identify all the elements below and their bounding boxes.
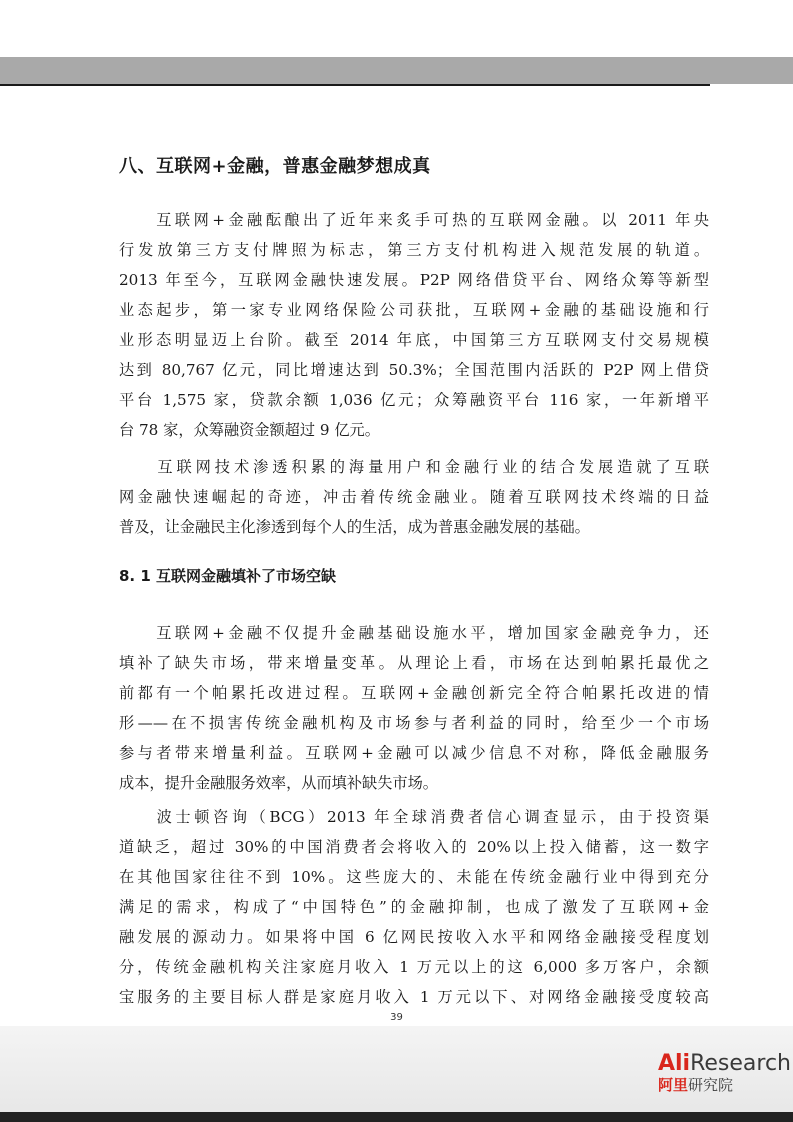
paragraph-line: 达到 80,767 亿元，同比增速达到 50.3%；全国范围内活跃的 P2P 网上借贷 bbox=[119, 361, 709, 379]
header-rule bbox=[0, 84, 710, 86]
paragraph-line: 互联网+金融不仅提升金融基础设施水平，增加国家金融竞争力，还 bbox=[119, 624, 709, 642]
paragraph-line: 行发放第三方支付牌照为标志，第三方支付机构进入规范发展的轨道。 bbox=[119, 241, 709, 259]
paragraph-line: 融发展的源动力。如果将中国 6 亿网民按收入水平和网络金融接受程度划 bbox=[119, 928, 709, 946]
paragraph-line: 分，传统金融机构关注家庭月收入 1 万元以上的这 6,000 多万客户，余额 bbox=[119, 958, 709, 976]
footer-rule bbox=[0, 1112, 793, 1122]
paragraph-line: 道缺乏，超过 30%的中国消费者会将收入的 20%以上投入储蓄，这一数字 bbox=[119, 838, 709, 856]
paragraph-line: 填补了缺失市场，带来增量变革。从理论上看，市场在达到帕累托最优之 bbox=[119, 654, 709, 672]
paragraph-1 bbox=[119, 205, 709, 445]
paragraph-line: 业形态明显迈上台阶。截至 2014 年底，中国第三方互联网支付交易规模 bbox=[119, 331, 709, 349]
paragraph-line: 形——在不损害传统金融机构及市场参与者利益的同时，给至少一个市场 bbox=[119, 714, 709, 732]
paragraph-line: 互联网+金融酝酿出了近年来炙手可热的互联网金融。以 2011 年央 bbox=[119, 211, 709, 229]
paragraph-line: 普及，让金融民主化渗透到每个人的生活，成为普惠金融发展的基础。 bbox=[119, 518, 590, 536]
paragraph-line: 满足的需求，构成了“中国特色”的金融抑制，也成了激发了互联网+金 bbox=[119, 898, 709, 916]
paragraph-line: 波士顿咨询（BCG）2013 年全球消费者信心调查显示，由于投资渠 bbox=[119, 808, 709, 826]
logo-chinese bbox=[658, 1076, 791, 1094]
paragraph-4 bbox=[119, 802, 709, 1012]
subsection-heading: 8. 1 互联网金融填补了市场空缺 bbox=[119, 567, 337, 585]
paragraph-line: 在其他国家往往不到 10%。这些庞大的、未能在传统金融行业中得到充分 bbox=[119, 868, 709, 886]
page-number: 39 bbox=[390, 1012, 403, 1023]
paragraph-line: 2013 年至今，互联网金融快速发展。P2P 网络借贷平台、网络众筹等新型 bbox=[119, 271, 709, 289]
paragraph-line: 参与者带来增量利益。互联网+金融可以减少信息不对称，降低金融服务 bbox=[119, 744, 709, 762]
paragraph-3 bbox=[119, 618, 709, 798]
paragraph-2 bbox=[119, 452, 709, 542]
logo-research: Research bbox=[690, 1051, 791, 1076]
paragraph-line: 成本，提升金融服务效率，从而填补缺失市场。 bbox=[119, 774, 438, 792]
logo-cn-red: 阿里 bbox=[657, 1076, 688, 1094]
paragraph-line: 互联网技术渗透积累的海量用户和金融行业的结合发展造就了互联 bbox=[119, 458, 709, 476]
paragraph-line: 宝服务的主要目标人群是家庭月收入 1 万元以下、对网络金融接受度较高 bbox=[119, 988, 709, 1006]
logo-wordmark bbox=[658, 1052, 791, 1076]
logo-ali: Ali bbox=[657, 1051, 691, 1076]
paragraph-line: 前都有一个帕累托改进过程。互联网+金融创新完全符合帕累托改进的情 bbox=[119, 684, 709, 702]
paragraph-line: 网金融快速崛起的奇迹，冲击着传统金融业。随着互联网技术终端的日益 bbox=[119, 488, 709, 506]
paragraph-line: 业态起步，第一家专业网络保险公司获批，互联网+金融的基础设施和行 bbox=[119, 301, 709, 319]
logo-cn-gray: 研究院 bbox=[687, 1076, 733, 1094]
paragraph-line: 台 78 家，众筹融资金额超过 9 亿元。 bbox=[119, 421, 380, 439]
header-band bbox=[0, 57, 793, 84]
section-heading: 八、互联网+金融，普惠金融梦想成真 bbox=[119, 156, 431, 177]
aliresearch-logo bbox=[658, 1052, 791, 1094]
paragraph-line: 平台 1,575 家，贷款余额 1,036 亿元；众筹融资平台 116 家，一年新增平 bbox=[119, 391, 709, 409]
